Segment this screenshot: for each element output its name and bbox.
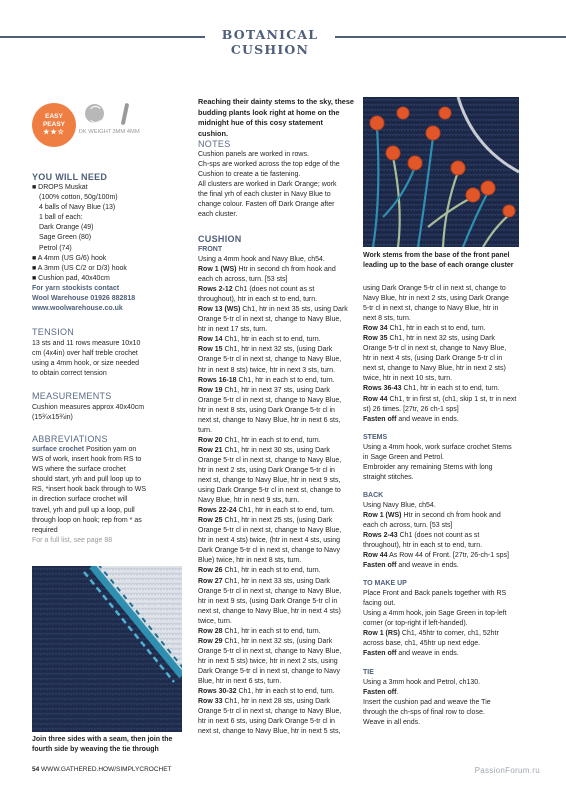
abbreviation-line: WS of work, insert hook from RS to [32,456,142,464]
instruction-line: Row 33 Ch1, htr in next 28 sts, using Dark [198,698,330,706]
row-label: Row 1 (RS) [363,630,400,638]
abbreviations-heading: ABBREVIATIONS [32,434,108,444]
cushion-heading: CUSHION [198,234,242,244]
footer-url[interactable]: WWW.GATHERED.HOW/SIMPLYCROCHET [41,766,172,773]
instruction-line: Orange 5-tr cl in next st, change to Navy Blue, [363,345,507,353]
instruction-line: 5-tr cl in next st, change to Navy Blue, htr in [363,305,499,313]
row-label: Row 44 [363,395,388,403]
instruction-line: htr in next 5 sts) twice, htr in next 2 sts, using [198,657,338,665]
tension-line: cm (4x4in) over half treble crochet [32,350,138,358]
instruction-line: through the ch-sps of final row to close. [363,708,485,716]
instruction-line: Orange 5-tr cl in next st, change to Navy Blue, [198,316,342,324]
notes-line: All clusters are worked in Dark Orange; work [198,181,337,189]
page-number: 54 [32,766,40,773]
caption-line: Work stems from the base of the front panel [363,252,510,259]
notes-line: each cluster. [198,211,238,219]
stems-line: Embroider any remaining Stems with long [363,463,493,471]
measurement-line: Cushion measures approx 40x40cm [32,404,145,411]
instruction-line: Place Front and Back panels together with RS [363,590,507,598]
page-title: BOTANICAL CUSHION [221,27,319,57]
badge-line2: PEASY [42,121,66,128]
instruction-line: Row 14 Ch1, htr in each st to end, turn. [198,336,321,344]
instruction-line: Row 1 (RS) Ch1, 45htr to corner, ch1, 52htr [363,630,499,638]
difficulty-badge [32,103,76,147]
caption-line: fourth side by weaving the tie through [32,746,159,754]
instruction-line: htr in next 2 sts, using Dark Orange 5-tr cl in [198,466,335,474]
instruction-line: st) 26 times. [27tr, 26 ch-1 sps] [363,405,459,413]
instruction-line: Orange 5-tr cl in next st, change to Navy Blue, [198,396,342,404]
abbreviation-line: Position yarn on [84,446,137,453]
instruction-line: Blue) twice, htr in next 8 sts, turn. [198,557,302,565]
instruction-line: Row 44 Ch1, tr in first st, (ch1, skip 1 st, tr in next [363,395,517,403]
seam-photo-caption [32,735,192,755]
instruction-line: next st, change to Navy Blue, htr in next 9 sts, [198,477,341,485]
instruction-line: using Dark Orange 5-tr cl in next st, change to [363,285,506,292]
row-label: Row 19 [198,386,223,394]
material-item: 1 ball of each: [39,214,83,222]
row-label: Row 14 [198,336,223,344]
instruction-line: Dark Orange 5-tr cl in next st, change to Navy [198,667,341,675]
instruction-line: Row 44 As Row 44 of Front. [27tr, 26-ch-1 sps] [363,552,509,560]
material-item: ■ DROPS Muskat [32,184,88,191]
instruction-line: Orange 5-tr cl in next st, change to Navy Blue, [198,647,342,655]
material-item: ■ A 4mm (US G/6) hook [32,254,107,262]
material-item: Sage Green (80) [39,234,92,242]
row-label: Rows 16-18 [198,376,237,384]
cushion-front-section [198,234,360,737]
back-heading: BACK [363,491,384,499]
row-label: Rows 30-32 [198,688,237,696]
instruction-line: next st, change to Navy Blue, htr in next 2 sts) [363,365,506,373]
material-item: 4 balls of Navy Blue (13) [39,204,116,212]
instruction-line: htr in next 4 sts, (using Dark Orange 5-tr cl in [363,355,503,363]
intro-line: budding plants look right at home on the [198,107,340,117]
instruction-line: Row 13 (WS) Ch1, htr in next 35 sts, using Dark [198,306,348,314]
notes-line: Cushion panels are worked in rows. [198,151,309,158]
cushion-seam-photo [32,566,182,732]
watermark: PassionForum.ru [474,766,540,775]
caption-line: Join three sides with a seam, then join the [32,736,173,743]
row-label: Fasten off [363,688,397,696]
row-label: Fasten off [363,650,397,658]
instruction-line: next 8 sts, turn. [363,315,411,323]
row-label: Row 20 [198,436,223,444]
row-label: Row 25 [198,517,223,525]
notes-section [198,139,358,220]
row-label: Row 34 [363,325,388,333]
notes-line: change colour. Fasten off Dark Orange after [198,201,335,209]
instruction-line: Row 1 (WS) Htr in second ch from hook and [363,511,501,519]
instruction-line: Fasten off and weave in ends. [363,415,459,423]
material-item: ■ Cushion pad, 40x40cm [32,274,110,282]
instruction-line: next st, change to Navy Blue, htr in next 6 sts, [198,416,341,424]
measurements-heading: MEASUREMENTS [32,391,112,401]
tension-line: 13 sts and 11 rows measure 10x10 [32,340,141,347]
instruction-line: Insert the cushion pad and weave the Tie [363,698,491,706]
notes-line: the final yrh of each cluster in Navy Blue to [198,191,331,199]
page-footer [32,766,172,773]
tension-line: using a 4mm hook, or size needed [32,360,140,368]
stems-line: straight stitches. [363,473,414,481]
instruction-line: each ch across, turn. [53 sts] [363,521,453,529]
make-up-instructions [363,589,531,659]
star-rating-icon: ★★☆ [43,129,65,136]
abbreviation-term: surface crochet [32,446,85,453]
cushion-closeup-photo [363,97,519,247]
instruction-line: htr in next 8 sts) twice, htr in next 3 sts, turn. [198,366,335,374]
front-instructions-continued [363,284,531,425]
instruction-line: Row 20 Ch1, htr in each st to end, turn. [198,436,321,444]
row-label: Rows 22-24 [198,507,237,515]
row-label: Fasten off [363,562,397,570]
instruction-line: Rows 16-18 Ch1, htr in each st to end, turn. [198,376,335,384]
material-item: Dark Orange (49) [39,224,94,232]
instruction-line: Rows 2-12 Ch1 (does not count as st [198,286,315,294]
stockists-line: For yarn stockists contact [32,284,120,292]
crochet-hook-icon [121,103,129,125]
abbreviation-line: WS where the surface crochet [32,466,126,474]
header-rule-right [335,36,566,38]
instruction-line: Rows 30-32 Ch1, htr in each st to end, turn. [198,688,335,696]
instruction-line: Row 1 (WS) Htr in second ch from hook and [198,266,336,274]
instruction-line: Fasten off and weave in ends. [363,650,459,658]
instruction-line: htr in next 6 sts, using Dark Orange 5-tr cl in [198,718,335,726]
instruction-line: twice, turn. [198,617,232,625]
material-item: ■ A 3mm (US C/2 or D/3) hook [32,264,127,272]
instruction-line: htr in next 8 sts, using Dark Orange 5-tr cl in [198,406,335,414]
instruction-line: Orange 5-tr cl in next st, change to Navy Blue, [198,587,342,595]
row-label: Rows 2-43 [363,531,398,539]
instruction-line: Row 25 Ch1, htr in next 25 sts, (using Dark [198,517,333,525]
tie-heading: TIE [363,668,374,676]
instruction-line: Orange 5-tr cl in next st, change to Navy Blue, [198,356,342,364]
intro-line: midnight hue of this cosy statement cushion. [198,118,323,138]
tension-heading: TENSION [32,327,75,337]
seam-illustration [32,566,182,732]
instruction-line: Fasten off and weave in ends. [363,562,459,570]
instruction-line: using Dark Orange 5-tr cl in next st, change to [198,487,341,495]
header-rule-left [0,36,205,38]
stems-line: in Sage Green and Petrol. [363,453,444,461]
instruction-line: Navy Blue, htr in next 2 sts, using Dark Orange [363,295,509,303]
make-up-heading: TO MAKE UP [363,580,407,588]
abbreviation-line: in direction surface crochet will [32,496,128,504]
material-item: (100% cotton, 50g/100m) [39,194,118,202]
instruction-line: each ch across, turn. [53 sts] [198,276,288,284]
instruction-line: Row 34 Ch1, htr in each st to end, turn. [363,325,486,333]
instruction-line: Navy Blue, htr in next 9 sts, turn. [198,497,300,505]
abbreviation-line: RS, *insert hook back through to WS [32,486,146,494]
instruction-line: Rows 36-43 Ch1, htr in each st to end, turn. [363,385,500,393]
row-label: Rows 36-43 [363,385,402,393]
instruction-line: throughout), htr in each st to end, turn. [363,542,483,550]
abbreviation-line: through loop on hook; rep from * as [32,516,142,524]
row-label: Row 28 [198,627,223,635]
abbreviation-line: should start, yrh and pull loop up to [32,476,141,484]
instruction-line: htr in next 9 sts, (using Dark Orange 5-tr cl in [198,597,338,605]
row-label: Row 26 [198,567,223,575]
tension-text [32,339,172,379]
row-label: Rows 2-12 [198,286,233,294]
measurement-line: (15¾x15¾in) [32,414,73,422]
row-label: Row 29 [198,637,223,645]
instruction-line: Row 29 Ch1, htr in next 32 sts, (using Dark [198,637,333,645]
stems-heading: STEMS [363,433,388,441]
yarn-ball-icon [85,104,104,123]
instruction-line: htr in next 4 sts) twice, (htr in next 4 sts, using [198,537,340,545]
instruction-line: Orange 5-tr cl in next st, change to Navy Blue, [198,708,342,716]
instruction-line: Fasten off. [363,688,399,696]
intro-text [198,97,354,139]
instruction-line: next st, change to Navy Blue, htr in next 4 sts) [198,607,341,615]
right-column [363,284,531,728]
instruction-line: Blue, htr in next 6 sts, turn. [198,677,282,685]
abbreviation-line: required [32,526,58,534]
instruction-line: Row 28 Ch1, htr in each st to end, turn. [198,627,321,635]
front-subheading: FRONT [198,246,223,253]
instruction-line: Orange 5-tr cl in next st, change to Navy Blue, [198,456,342,464]
instruction-line: facing out. [363,600,396,608]
instruction-line: Rows 22-24 Ch1, htr in each st to end, turn. [198,507,335,515]
row-label: Row 44 [363,552,388,560]
stems-illustration [363,97,519,247]
front-instructions [198,255,360,737]
measurements-text [32,403,172,423]
stems-line: Using a 4mm hook, work surface crochet Stems [363,443,512,451]
instruction-line: across base, ch1, 45htr up next edge. [363,640,481,648]
instruction-line: Row 27 Ch1, htr in next 33 sts, using Dark [198,577,330,585]
caption-line: leading up to the base of each orange cluster [363,262,514,270]
instruction-line: next st, change to Navy Blue, htr in next 5 sts, [198,728,341,736]
instruction-line: htr in next 17 sts, turn. [198,326,268,334]
tension-line: to obtain correct tension [32,370,107,378]
abbreviations-more-link[interactable]: For a full list, see page 88 [32,536,113,544]
notes-heading: NOTES [198,139,231,149]
instruction-line: Row 26 Ch1, htr in each st to end, turn. [198,567,321,575]
instruction-line: Using Navy Blue, ch54. [363,501,436,509]
notes-line: Cushion to create a tie fastening. [198,171,301,179]
instruction-line: Orange 5-tr cl in next st, change to Navy Blue, [198,527,342,535]
closeup-photo-caption [363,251,533,271]
instruction-line: throughout), htr in each st to end, turn. [198,296,318,304]
instruction-line: Rows 2-43 Ch1 (does not count as st [363,531,480,539]
instruction-line: Using a 4mm hook and Navy Blue, ch54. [198,256,325,263]
row-label: Row 13 (WS) [198,306,241,314]
tie-instructions [363,678,531,728]
instruction-line: Row 19 Ch1, htr in next 37 sts, using Dark [198,386,330,394]
instruction-line: Row 35 Ch1, htr in next 32 sts, using Dark [363,335,495,343]
row-label: Row 1 (WS) [198,266,237,274]
instruction-line: Using a 4mm hook, join Sage Green in top-left [363,610,507,618]
row-label: Row 1 (WS) [363,511,402,519]
stockist-contact: Wool Warehouse 01926 882818 [32,295,136,303]
instruction-line: turn. [198,426,213,434]
instruction-line: twice, htr in next 10 sts, turn. [363,375,453,383]
stockist-url[interactable]: www.woolwarehouse.co.uk [32,305,123,313]
instruction-line: Using a 3mm hook and Petrol, ch130. [363,678,481,686]
hook-size-label: 3MM 4MM [112,129,140,135]
you-will-need-heading: YOU WILL NEED [32,172,108,182]
back-instructions [363,501,531,571]
abbreviations-text [32,445,172,546]
intro-line: Reaching their dainty stems to the sky, these [198,97,354,106]
row-label: Row 35 [363,335,388,343]
abbreviation-line: travel, yrh and pull up a loop, pull [32,506,135,514]
material-item: Petrol (74) [39,244,72,252]
instruction-line: Row 15 Ch1, htr in next 32 sts, (using Dark [198,346,333,354]
yarn-weight-label: DK WEIGHT [78,129,112,135]
row-label: Row 27 [198,577,223,585]
row-label: Row 33 [198,698,223,706]
instruction-line: corner (or top-right if left-handed). [363,620,468,628]
materials-list [32,183,172,314]
instruction-line: Row 21 Ch1, htr in next 30 sts, using Dark [198,446,330,454]
row-label: Row 15 [198,346,223,354]
badge-line1: EASY [45,113,63,120]
row-label: Fasten off [363,415,397,423]
instruction-line: Weave in all ends. [363,718,421,726]
instruction-line: Dark Orange 5-tr cl in next st, change to Navy [198,547,341,555]
notes-line: Ch-sps are worked across the top edge of the [198,161,340,169]
row-label: Row 21 [198,446,223,454]
